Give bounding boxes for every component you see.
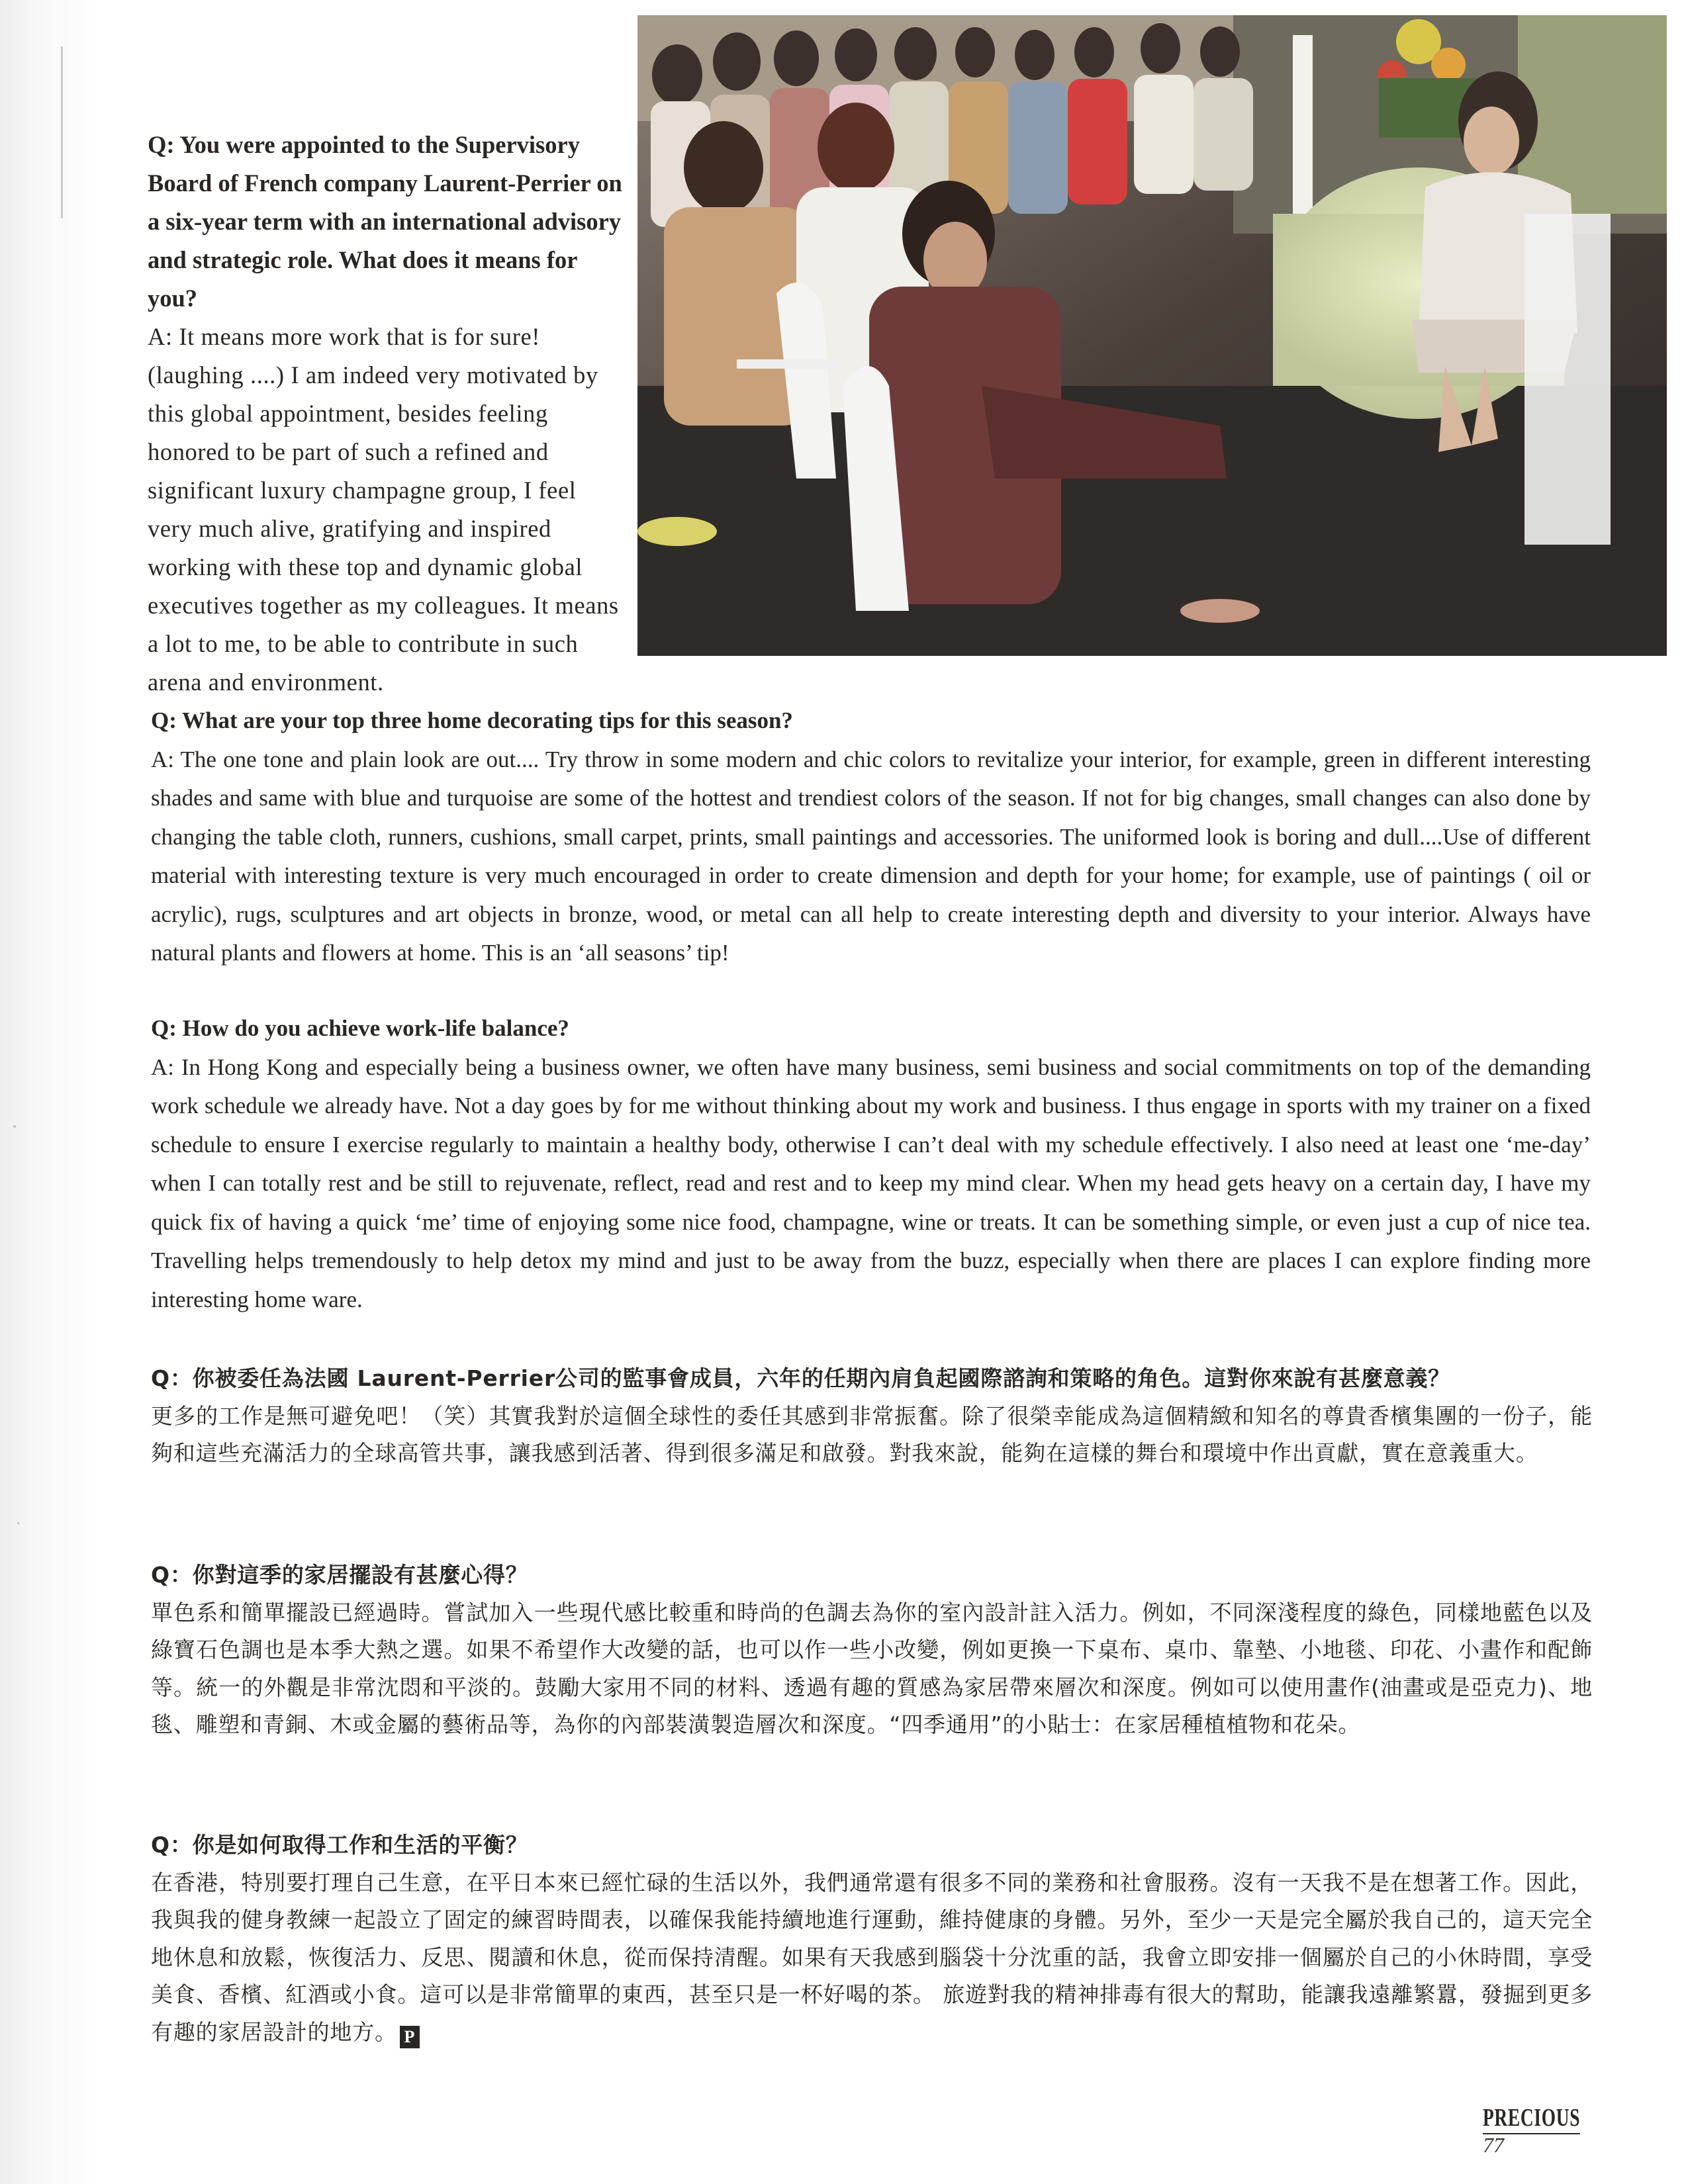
question-work-life-balance: Q: How do you achieve work-life balance? — [151, 1015, 569, 1041]
page-footer — [1483, 2103, 1602, 2158]
end-mark-icon: P — [400, 2026, 420, 2048]
qa-section-work-life-balance — [151, 1009, 1591, 1319]
scan-artifact — [13, 1125, 16, 1128]
qa-section-decorating-tips — [151, 702, 1591, 973]
zh-section-supervisory-board — [151, 1360, 1593, 1473]
scan-artifact — [61, 46, 63, 218]
answer-work-life-balance: A: In Hong Kong and especially being a business owner, we often have many business, semi business and social commitments on top of the demanding work schedule we already have. Not a day goes by for me without thinking about my work and business. I thus engage in sports with my trainer on a fixed schedule to ensure I exercise regularly to maintain a healthy body, otherwise I can’t deal with my schedule effectively. I also need at least one ‘me-day’ when I can totally rest and be still to rejuvenate, reflect, read and rest and to keep my mind clear. When my head gets heavy on a certain day, I have my quick fix of having a quick ‘me’ time of enjoying some nice food, champagne, wine or treats. It can be something simple, or even just a cup of nice tea. Travelling helps tremendously to help detox my mind and just to be away from the buzz, especially when there are places I can explore finding more interesting home ware. — [151, 1054, 1591, 1312]
zh-question-work-life-balance: Q：你是如何取得工作和生活的平衡？ — [151, 1832, 528, 1858]
page-number: 77 — [1483, 2133, 1504, 2157]
zh-answer-supervisory-board: 更多的工作是無可避免吧！（笑）其實我對於這個全球性的委任其感到非常振奮。除了很榮幸能成為這個精緻和知名的尊貴香檳集團的一份子，能夠和這些充滿活力的全球高管共事，讓我感到活著、得到很多滿足和啟發。對我來說，能夠在這樣的舞台和環境中作出貢獻，實在意義重大。 — [151, 1402, 1593, 1466]
zh-answer-work-life-balance — [151, 1864, 1593, 2052]
photo-audience-seminar-icon — [637, 15, 1667, 656]
answer-decorating-tips: A: The one tone and plain look are out.... Try throw in some modern and chic colors to revitalize your interior, for example, green in different interesting shades and same with blue and turquoise are some of the hottest and trendiest colors of the season. If not for big changes, small changes can also done by changing the table cloth, runners, cushions, small carpet, prints, small paintings and accessories. The uniformed look is boring and dull....Use of different material with interesting texture is very much encouraged in order to create dimension and depth for your home; for example, use of paintings ( oil or acrylic), rugs, sculptures and art objects in bronze, wood, or metal can all help to create interesting depth and diversity to your interior. Always have natural plants and flowers at home. This is an ‘all seasons’ tip! — [151, 746, 1591, 966]
answer-supervisory-board: A: It means more work that is for sure! (laughing ....) I am indeed very motivated by this global appointment, besides feeling honored to be part of such a refined and significant luxury champagne group, I feel very much alive, gratifying and inspired working with these top and dynamic global executives together as my colleagues. It means a lot to me, to be able to contribute in such arena and environment. — [148, 323, 619, 696]
zh-section-work-life-balance — [151, 1827, 1593, 2051]
zh-question-supervisory-board: Q：你被委任為法國 Laurent-Perrier公司的監事會成員，六年的任期內肩負起國際諮詢和策略的角色。這對你來說有甚麼意義？ — [151, 1365, 1451, 1391]
question-supervisory-board: Q: You were appointed to the Supervisory Board of French company Laurent-Perrier on a six-year term with an international advisory and strategic role. What does it means for you? — [148, 131, 622, 312]
question-decorating-tips: Q: What are your top three home decorating tips for this season? — [151, 707, 793, 733]
zh-section-decorating-tips — [151, 1557, 1593, 1744]
zh-answer-text: 在香港，特別要打理自己生意，在平日本來已經忙碌的生活以外，我們通常還有很多不同的業務和社會服務。沒有一天我不是在想著工作。因此，我與我的健身教練一起設立了固定的練習時間表，以確保我能持續地進行運動，維持健康的身體。另外，至少一天是完全屬於我自己的，這天完全地休息和放鬆，恢復活力、反思、閱讀和休息，從而保持清醒。如果有天我感到腦袋十分沈重的話，我會立即安排一個屬於自己的小休時間，享受美食、香檳、紅酒或小食。這可以是非常簡單的東西，甚至只是一杯好喝的茶。 旅遊對我的精神排毒有很大的幫助，能讓我遠離繁囂，發掘到更多有趣的家居設計的地方。 — [151, 1869, 1593, 2045]
zh-answer-decorating-tips: 單色系和簡單擺設已經過時。嘗試加入一些現代感比較重和時尚的色調去為你的室內設計註入活力。例如，不同深淺程度的綠色，同樣地藍色以及綠寶石色調也是本季大熱之選。如果不希望作大改變的話，也可以作一些小改變，例如更換一下桌布、桌巾、靠墊、小地毯、印花、小畫作和配飾等。統一的外觀是非常沈悶和平淡的。鼓勵大家用不同的材料、透過有趣的質感為家居帶來層次和深度。例如可以使用畫作(油畫或是亞克力)、地毯、雕塑和青銅、木或金屬的藝術品等，為你的內部裝潢製造層次和深度。“四季通用”的小貼士：在家居種植植物和花朵。 — [151, 1599, 1593, 1737]
scan-artifact — [17, 1522, 19, 1524]
zh-question-decorating-tips: Q：你對這季的家居擺設有甚麼心得？ — [151, 1562, 528, 1588]
magazine-brand: PRECIOUS — [1483, 2103, 1580, 2134]
qa-section-supervisory-board — [148, 126, 624, 702]
article-photo — [637, 15, 1667, 656]
scan-margin — [0, 0, 99, 2184]
